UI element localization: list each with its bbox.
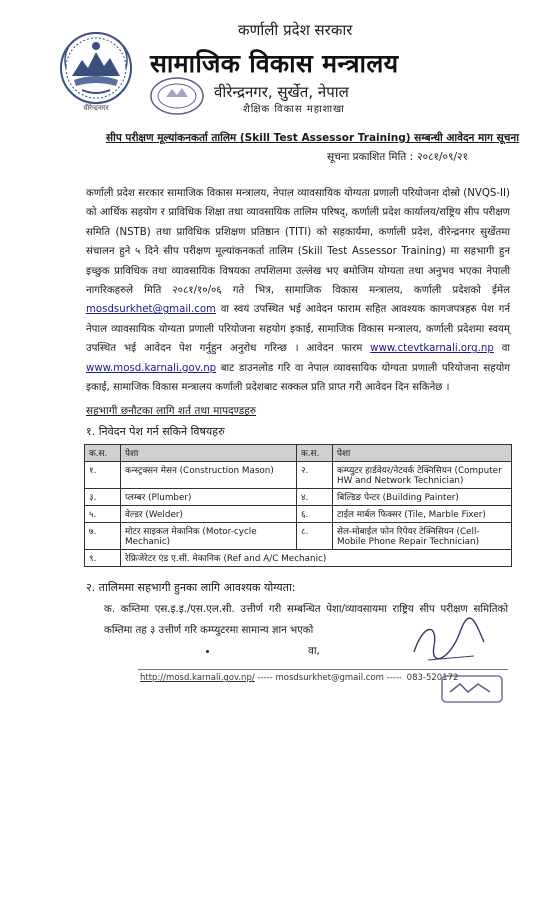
emblem-caption: वीरेन्द्रनगर — [83, 104, 109, 112]
page-footer: http://mosd.karnali.gov.np/ ----- mosdsurkhet@gmail.com ----- 083-520172 — [140, 673, 459, 683]
col-serial-2: क.स. — [297, 445, 333, 462]
footer-phone: 083-520172 — [406, 673, 459, 683]
requirement-or: वा, — [308, 645, 320, 657]
notice-subject: सीप परीक्षण मूल्यांकनकर्ता तालिम (Skill Test Assessor Training) सम्बन्धी आवेदन माग सूचना — [106, 132, 519, 144]
table-row: ५. वेल्डर (Welder) ६. टाईल मार्बल फिक्सर (Tile, Marble Fixer) — [85, 506, 512, 523]
table-row: ७. मोटर साइकल मेकानिक (Motor-cycle Mechanic) ८. सेल-मोबाईल फोन रिपेयर टेक्निसियन (Cell-Mobile Phone Repair Technician) — [85, 523, 512, 550]
signature-icon — [404, 612, 494, 674]
email-link[interactable]: mosdsurkhet@gmail.com — [86, 304, 216, 316]
requirements-heading: २. तालिममा सहभागी हुनका लागि आवश्यक योग्यता: — [86, 581, 296, 594]
publish-date-label: सूचना प्रकाशित मिति : — [327, 151, 414, 163]
table-row: ९. रेफ्रिजेरेटर एंड ए.सी. मेकानिक (Ref and A/C Mechanic) — [85, 550, 512, 567]
publish-date-value: २०८१/०९/२१ — [417, 151, 468, 163]
notice-body: कर्णाली प्रदेश सरकार सामाजिक विकास मन्त्रालय, नेपाल व्यावसायिक योग्यता प्रणाली परियोजना दोस्रो (NVQS-II) को आर्थिक सहयोग र प्राविधिक शिक्षा तथा व्यावसायिक तालिम परिषद्, कर्णाली प्रदेश कार्यालय/राष्ट्रिय सीप परीक्षण समिति (NSTB) तथा प्राविधिक प्रशिक्षण प्रतिष्ठान (TITI) को सहकार्यमा, कर्णाली प्रदेश, वीरेन्द्रनगर सुर्खेतमा संचालन हुने ५ दिने सीप परीक्षण मूल्यांकनकर्ता तालिम (Skill Test Assessor Training) मा सहभागी हुन इच्छुक प्राविधिक तथा व्यावसायिक विषयका तपशिलमा उल्लेख भए बमोजिम योग्यता तथा अनुभव भएका नेपाली नागरिकहरुले मिति २०८१/१०/०६ गते भित्र, सामाजिक विकास मन्त्रालय, कर्णाली प्रदेशको ईमेल mosdsurkhet@gmail.com वा स्वयं उपस्थित भई आवेदन फाराम सहित आवश्यक कागजपत्रहरु पेश गर्न नेपाल व्यावसायिक योग्यता प्रणाली परियोजना सहयोग इकाई, सामाजिक विकास मन्त्रालय, कर्णाली प्रदेशमा स्वयम् उपस्थित भई आवेदन पेश गर्नुहुन अनुरोध गरिन्छ । आवेदन फारम www.ctevtkarnali.org.np वा www.mosd.karnali.gov.np बाट डाउनलोड गरि वा नेपाल व्यावसायिक योग्यता प्रणाली परियोजना सहयोग इकाई, सामाजिक विकास मन्त्रालय कर्णाली प्रदेशबाट सक्कल प्रति प्राप्त गरी आवेदन दिन सकिनेछ । — [86, 188, 510, 394]
publish-date — [327, 150, 468, 164]
col-occupation-2: पेशा — [333, 445, 512, 462]
mosd-link[interactable]: www.mosd.karnali.gov.np — [86, 362, 217, 374]
table-header-row — [85, 445, 512, 462]
division-name: शैक्षिक विकास महाशाखा — [243, 104, 345, 115]
col-occupation-1: पेशा — [121, 445, 297, 462]
government-emblem-icon — [58, 30, 134, 106]
footer-email: mosdsurkhet@gmail.com — [275, 673, 384, 683]
requirement-item-a: क. कम्तिमा एस.इ.इ./एस.एल.सी. उत्तीर्ण गरी सम्बन्धित पेशा/व्यावसायमा राष्ट्रिय सीप परीक्षण समितिको कम्तिमा तह ३ उत्तीर्ण गरि कम्प्युटरमा सामान्य ज्ञान भएको — [104, 604, 508, 636]
ministry-name: सामाजिक विकास मन्त्रालय — [150, 49, 399, 78]
footer-divider — [138, 669, 508, 670]
occupation-table — [84, 444, 512, 567]
col-serial-1: क.स. — [85, 445, 121, 462]
office-address: वीरेन्द्रनगर, सुर्खेत, नेपाल — [214, 83, 349, 101]
criteria-heading: सहभागी छनौटका लागि शर्त तथा मापदण्डहरु — [86, 405, 257, 417]
table-row: ३. प्लम्बर (Plumber) ४. बिल्डिङ पेन्टर (Building Painter) — [85, 489, 512, 506]
footer-url-link[interactable]: http://mosd.karnali.gov.np/ — [140, 673, 255, 683]
government-name: कर्णाली प्रदेश सरकार — [238, 21, 353, 39]
subjects-subheading: १. निवेदन पेश गर्न सकिने विषयहरु — [86, 425, 225, 438]
office-stamp-icon — [148, 75, 206, 117]
table-row: १. कन्स्ट्रक्सन मेसन (Construction Mason) २. कम्प्युटर हार्डवेयर/नेटवर्क टेक्निसियन (Computer HW and Network Technician) — [85, 462, 512, 489]
ink-dot — [206, 650, 209, 653]
ctevt-link[interactable]: www.ctevtkarnali.org.np — [370, 343, 494, 355]
